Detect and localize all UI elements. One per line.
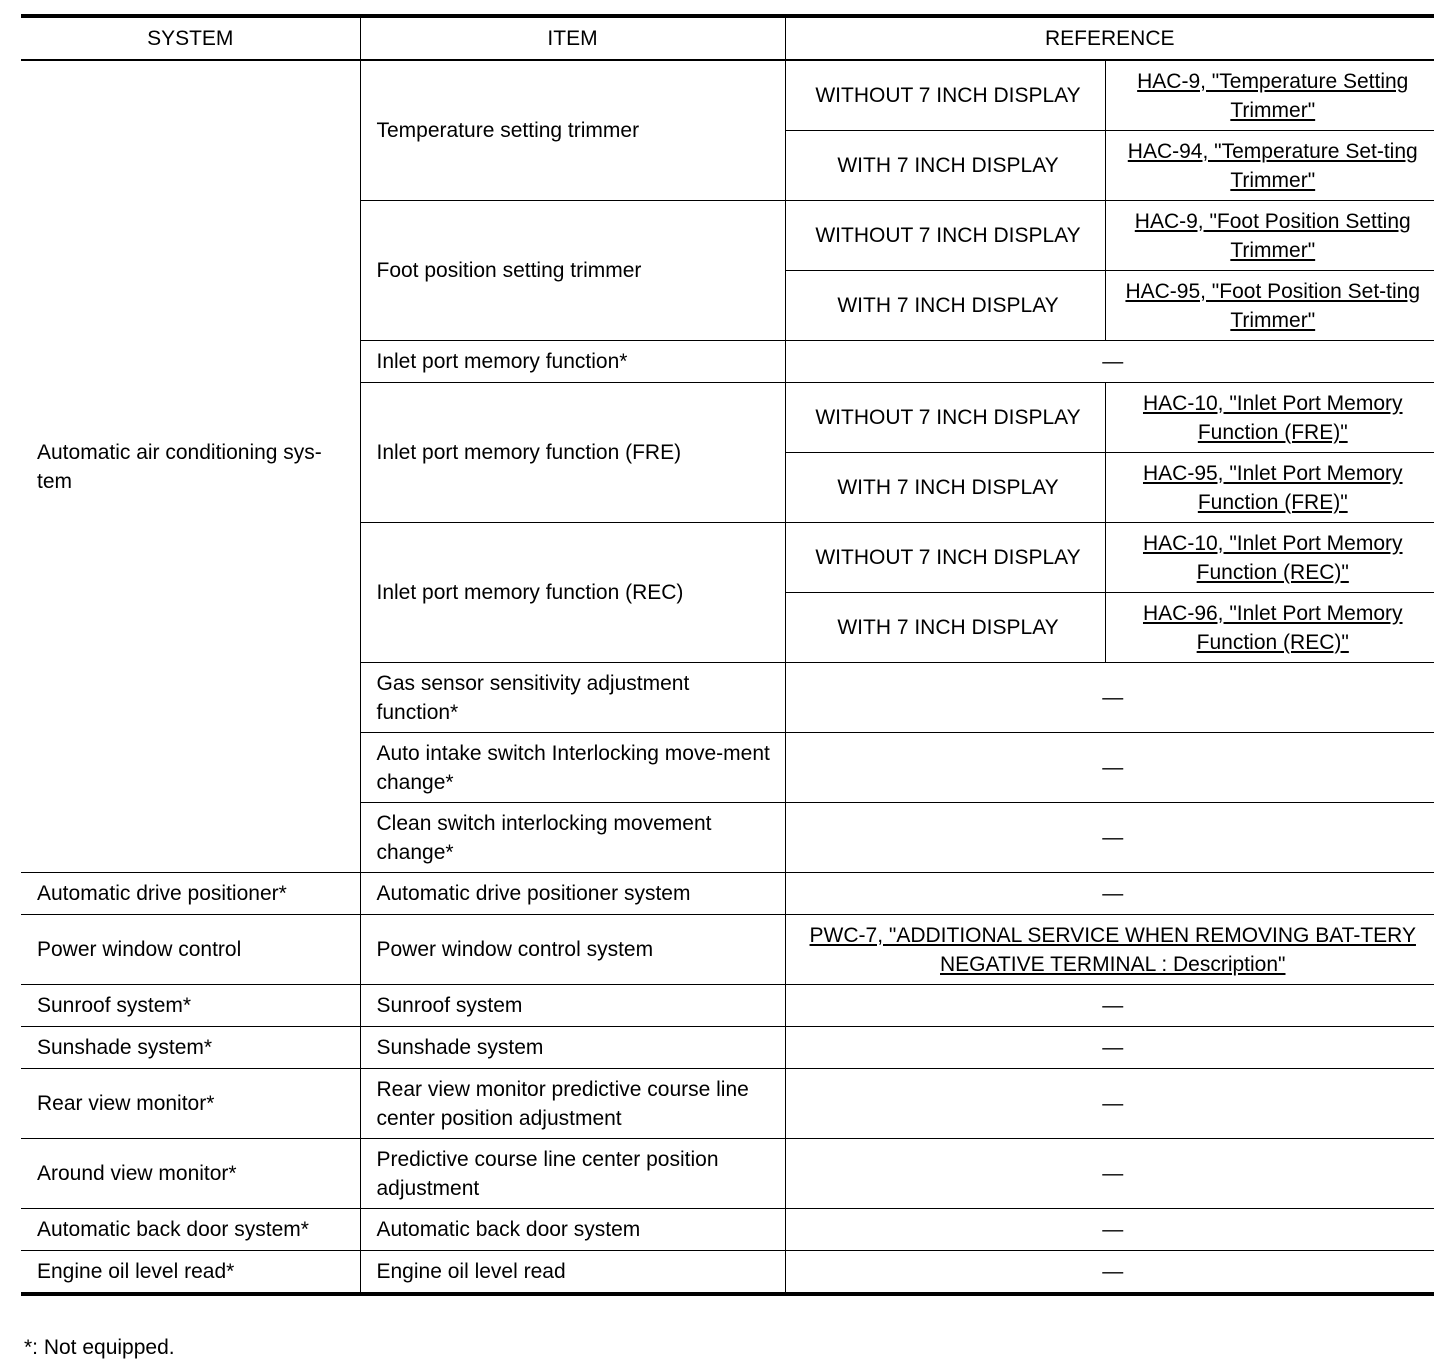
item-cell: Automatic back door system [360,1209,785,1251]
condition-cell: WITHOUT 7 INCH DISPLAY [785,60,1105,131]
system-cell: Automatic back door system* [21,1209,360,1251]
item-cell: Automatic drive positioner system [360,873,785,915]
reference-cell [1105,60,1434,131]
reference-link[interactable]: HAC-9, "Foot Position Setting Trimmer" [1134,209,1411,262]
item-cell: Predictive course line center position adjustment [360,1139,785,1209]
item-cell: Inlet port memory function* [360,341,785,383]
table-row [21,1251,1434,1295]
reference-table [21,14,1434,1296]
reference-dash: — [785,803,1434,873]
reference-dash: — [785,1139,1434,1209]
table-row [21,873,1434,915]
reference-dash: — [785,1209,1434,1251]
item-cell: Power window control system [360,915,785,985]
item-cell: Clean switch interlocking movement change* [360,803,785,873]
condition-cell: WITH 7 INCH DISPLAY [785,593,1105,663]
item-cell: Temperature setting trimmer [360,60,785,201]
item-cell: Gas sensor sensitivity adjustment function* [360,663,785,733]
reference-dash: — [785,1069,1434,1139]
header-system: SYSTEM [21,16,360,60]
reference-dash: — [785,985,1434,1027]
table-row [21,60,1434,131]
table-row [21,1069,1434,1139]
item-cell: Sunshade system [360,1027,785,1069]
reference-cell [1105,453,1434,523]
table-row [21,1027,1434,1069]
item-cell: Sunroof system [360,985,785,1027]
system-cell: Around view monitor* [21,1139,360,1209]
item-cell: Inlet port memory function (REC) [360,523,785,663]
item-cell: Engine oil level read [360,1251,785,1295]
condition-cell: WITH 7 INCH DISPLAY [785,271,1105,341]
condition-cell: WITHOUT 7 INCH DISPLAY [785,383,1105,453]
reference-cell [785,915,1434,985]
item-cell: Auto intake switch Interlocking move-ment change* [360,733,785,803]
reference-dash: — [785,1027,1434,1069]
condition-cell: WITH 7 INCH DISPLAY [785,453,1105,523]
condition-cell: WITH 7 INCH DISPLAY [785,131,1105,201]
reference-cell [1105,523,1434,593]
table-row [21,1139,1434,1209]
system-cell: Sunroof system* [21,985,360,1027]
reference-cell [1105,131,1434,201]
reference-dash: — [785,1251,1434,1295]
reference-dash: — [785,341,1434,383]
system-cell: Power window control [21,915,360,985]
reference-link[interactable]: HAC-10, "Inlet Port Memory Function (FRE)" [1142,391,1403,444]
footnote: *: Not equipped. [24,1336,175,1359]
reference-cell [1105,271,1434,341]
system-cell: Automatic air conditioning sys-tem [21,60,360,873]
system-cell: Automatic drive positioner* [21,873,360,915]
condition-cell: WITHOUT 7 INCH DISPLAY [785,523,1105,593]
header-reference: REFERENCE [785,16,1434,60]
reference-dash: — [785,873,1434,915]
header-item: ITEM [360,16,785,60]
reference-dash: — [785,733,1434,803]
reference-cell [1105,593,1434,663]
reference-link[interactable]: HAC-95, "Foot Position Set-ting Trimmer" [1125,279,1421,332]
item-cell: Foot position setting trimmer [360,201,785,341]
reference-link[interactable]: HAC-9, "Temperature Setting Trimmer" [1137,69,1409,122]
table-row [21,915,1434,985]
system-cell: Engine oil level read* [21,1251,360,1295]
reference-cell [1105,201,1434,271]
reference-cell [1105,383,1434,453]
reference-link[interactable]: HAC-95, "Inlet Port Memory Function (FRE)" [1142,461,1403,514]
item-cell: Rear view monitor predictive course line center position adjustment [360,1069,785,1139]
reference-link[interactable]: HAC-10, "Inlet Port Memory Function (REC)" [1142,531,1403,584]
header-row [21,16,1434,60]
reference-link[interactable]: HAC-94, "Temperature Set-ting Trimmer" [1127,139,1418,192]
system-cell: Rear view monitor* [21,1069,360,1139]
system-cell: Sunshade system* [21,1027,360,1069]
reference-link[interactable]: PWC-7, "ADDITIONAL SERVICE WHEN REMOVING BAT-TERY NEGATIVE TERMINAL : Description" [809,923,1416,976]
table-row [21,985,1434,1027]
item-cell: Inlet port memory function (FRE) [360,383,785,523]
reference-link[interactable]: HAC-96, "Inlet Port Memory Function (REC)" [1142,601,1403,654]
condition-cell: WITHOUT 7 INCH DISPLAY [785,201,1105,271]
table-row [21,1209,1434,1251]
reference-dash: — [785,663,1434,733]
